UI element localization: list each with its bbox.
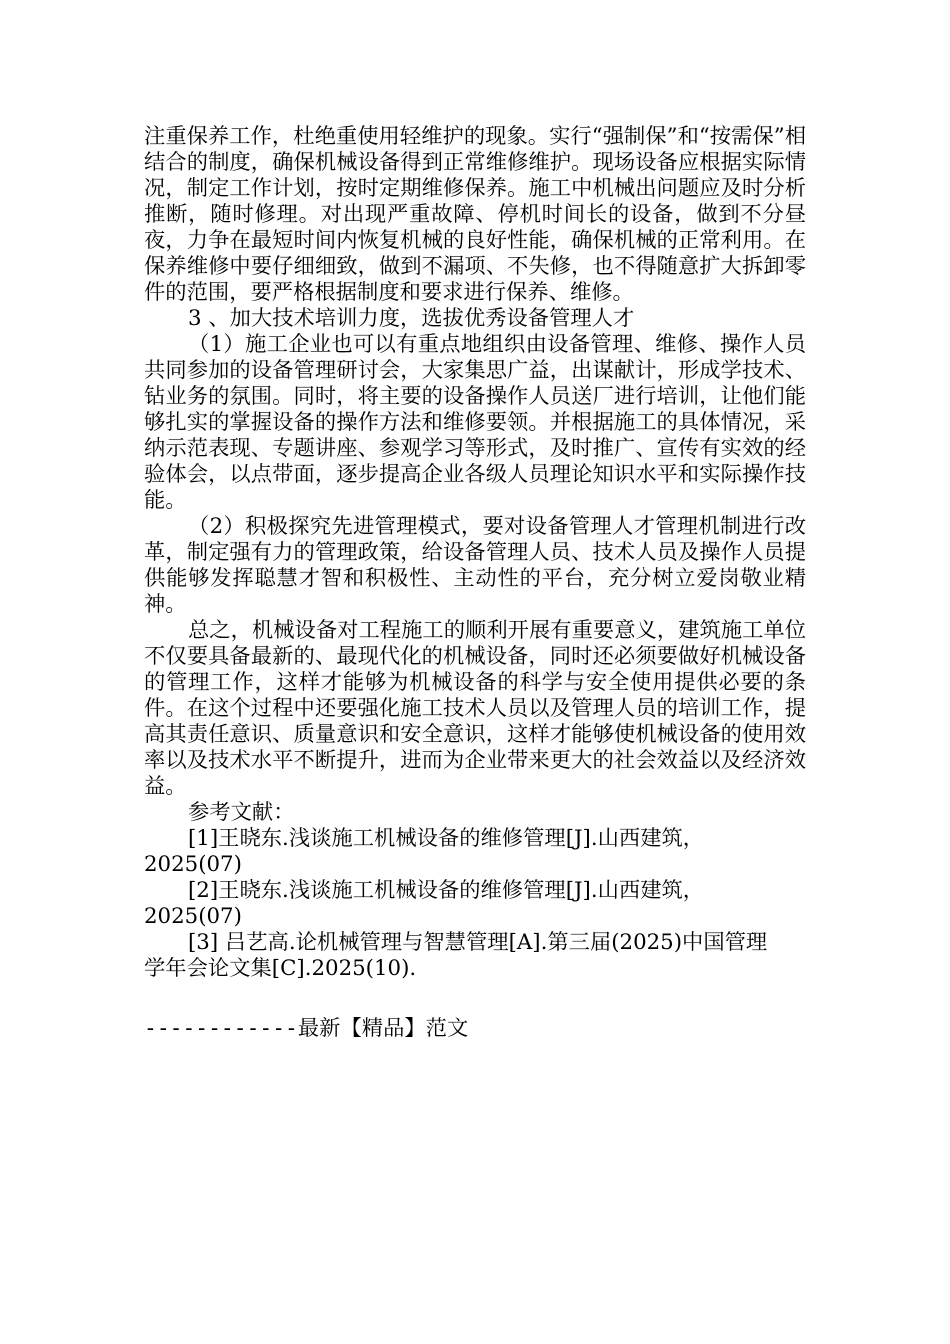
footer-text: 最新【精品】范文	[297, 1016, 469, 1041]
reference-text: [2]王晓东.浅谈施工机械设备的维修管理[J].山西建筑，	[188, 878, 705, 903]
reference-text-cont: 学年会论文集[C].2025(10).	[144, 956, 417, 981]
reference-text: [3] 吕艺高.论机械管理与智慧管理[A].第三届(2025)中国管理	[188, 930, 768, 955]
footer	[144, 1016, 468, 1042]
footer-dashes: ------------	[144, 1016, 298, 1041]
reference-item	[144, 826, 806, 878]
document-body	[144, 124, 806, 982]
section-heading-training: 3 、加大技术培训力度，选拔优秀设备管理人才	[188, 306, 635, 331]
paragraph-training-1: （1）施工企业也可以有重点地组织由设备管理、维修、操作人员共同参加的设备管理研讨会，大家集思广益，出谋献计，形成学技术、钻业务的氛围。同时，将主要的设备操作人员送厂进行培训，让他们能够扎实的掌握设备的操作方法和维修要领。并根据施工的具体情况，采纳示范表现、专题讲座、参观学习等形式，及时推广、宣传有实效的经验体会，以点带面，逐步提高企业各级人员理论知识水平和实际操作技能。	[144, 332, 806, 513]
paragraph-conclusion: 总之，机械设备对工程施工的顺利开展有重要意义，建筑施工单位不仅要具备最新的、最现代化的机械设备，同时还必须要做好机械设备的管理工作，这样才能够为机械设备的科学与安全使用提供必要的条件。在这个过程中还要强化施工技术人员以及管理人员的培训工作，提高其责任意识、质量意识和安全意识，这样才能够使机械设备的使用效率以及技术水平不断提升，进而为企业带来更大的社会效益以及经济效益。	[144, 618, 806, 799]
reference-text-cont: 2025(07)	[144, 852, 242, 877]
paragraph-maintenance: 注重保养工作，杜绝重使用轻维护的现象。实行“强制保”和“按需保”相结合的制度，确保机械设备得到正常维修维护。现场设备应根据实际情况，制定工作计划，按时定期维修保养。施工中机械出问题应及时分析推断，随时修理。对出现严重故障、停机时间长的设备，做到不分昼夜，力争在最短时间内恢复机械的良好性能，确保机械的正常利用。在保养维修中要仔细细致，做到不漏项、不失修，也不得随意扩大拆卸零件的范围，要严格根据制度和要求进行保养、维修。	[144, 124, 806, 305]
references-heading: 参考文献：	[188, 800, 295, 825]
reference-text: [1]王晓东.浅谈施工机械设备的维修管理[J].山西建筑，	[188, 826, 705, 851]
paragraph-training-2: （2）积极探究先进管理模式，要对设备管理人才管理机制进行改革，制定强有力的管理政策，给设备管理人员、技术人员及操作人员提供能够发挥聪慧才智和积极性、主动性的平台，充分树立爱岗敬业精神。	[144, 514, 806, 617]
reference-item	[144, 930, 806, 982]
reference-item	[144, 878, 806, 930]
reference-text-cont: 2025(07)	[144, 904, 242, 929]
